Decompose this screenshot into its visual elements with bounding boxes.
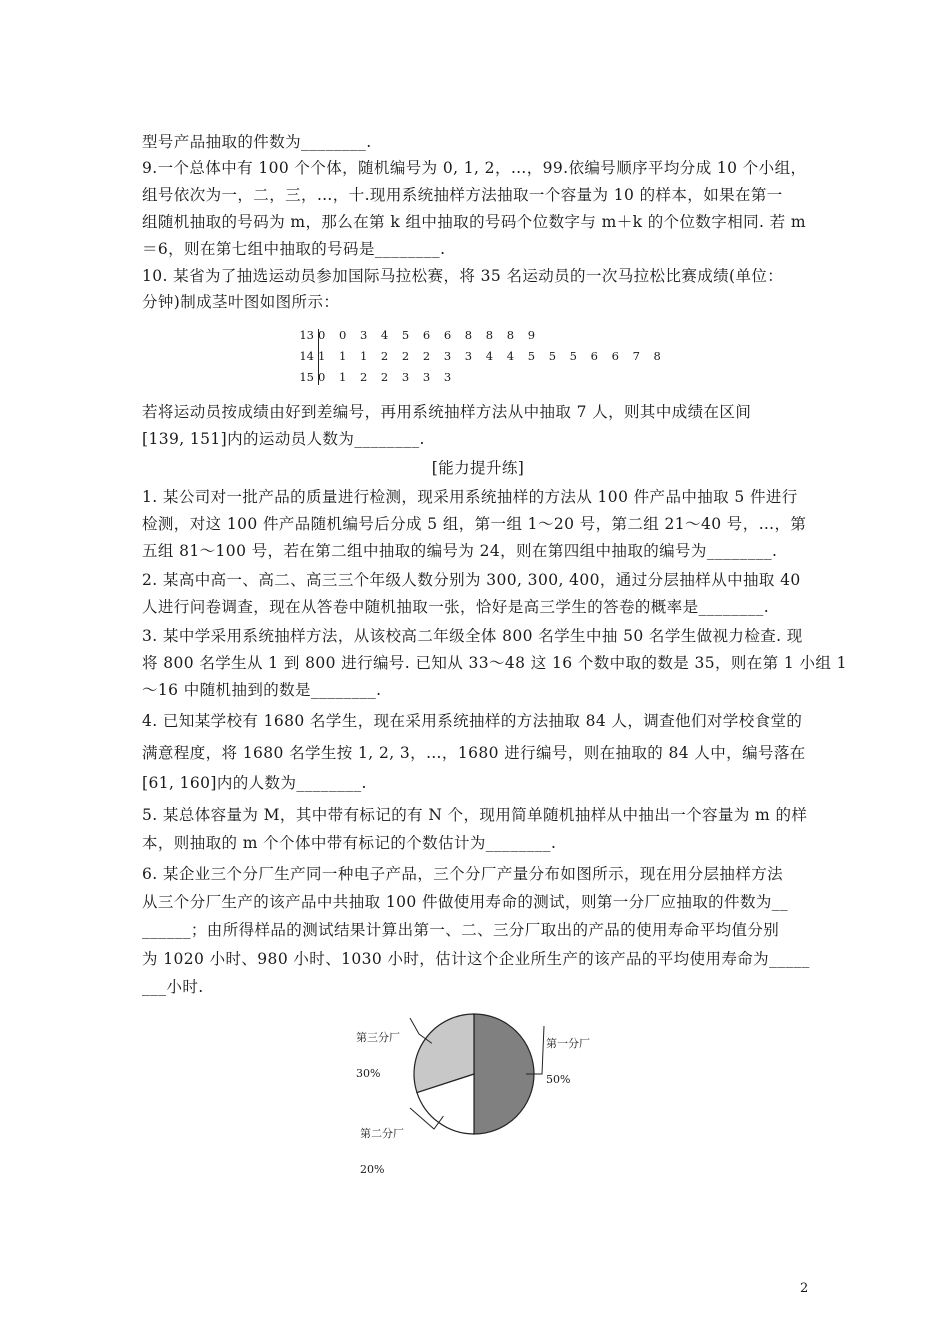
slice-name: 第三分厂 — [356, 1031, 400, 1044]
stem-value: 14 — [299, 349, 314, 363]
problem-6-line-3: ______；由所得样品的测试结果计算出第一、二、三分厂取出的产品的使用寿命平均值分别 — [142, 921, 780, 939]
leaf-values: 0 1 2 2 3 3 3 — [318, 370, 452, 384]
slice-label-first-factory — [546, 1014, 590, 1110]
stem-row — [294, 346, 661, 366]
slice-percent: 50% — [546, 1073, 571, 1086]
question-9-line-3: 组随机抽取的号码为 m，那么在第 k 组中抽取的号码个位数字与 m＋k 的个位数字相同. 若 m — [142, 213, 806, 231]
question-9-line-1: 9.一个总体中有 100 个个体，随机编号为 0, 1, 2，…，99.依编号顺序平均分成 10 个小组， — [142, 159, 807, 177]
problem-3-line-3: ～16 中随机抽到的数是________. — [142, 681, 382, 699]
pie-slice — [474, 1014, 534, 1134]
slice-percent: 20% — [360, 1163, 385, 1176]
problem-6-line-5: ___小时. — [142, 978, 204, 996]
slice-name: 第一分厂 — [546, 1037, 590, 1050]
question-9-line-4: ＝6，则在第七组中抽取的号码是________. — [142, 240, 446, 258]
problem-6-line-2: 从三个分厂生产的该产品中共抽取 100 件做使用寿命的测试，则第一分厂应抽取的件数为__ — [142, 893, 789, 911]
problem-4-line-3: [61, 160]内的人数为________. — [142, 774, 367, 792]
slice-label-third-factory — [356, 1008, 400, 1104]
pie-chart — [340, 996, 620, 1176]
slice-label-second-factory — [360, 1104, 404, 1200]
problem-2-line-2: 人进行问卷调查，现在从答卷中随机抽取一张，恰好是高三学生的答卷的概率是________. — [142, 598, 770, 616]
problem-3-line-2: 将 800 名学生从 1 到 800 进行编号. 已知从 33～48 这 16 个数中取的数是 35，则在第 1 小组 1 — [142, 654, 847, 672]
problem-5-line-1: 5. 某总体容量为 M，其中带有标记的有 N 个，现用简单随机抽样从中抽出一个容量为 m 的样 — [142, 806, 808, 824]
leaf-values: 0 0 3 4 5 6 6 8 8 8 9 — [318, 328, 536, 342]
problem-4-line-1: 4. 已知某学校有 1680 名学生，现在采用系统抽样的方法抽取 84 人，调查他们对学校食堂的 — [142, 712, 803, 730]
problem-2-line-1: 2. 某高中高一、高二、高三三个年级人数分别为 300, 300, 400，通过分层抽样从中抽取 40 — [142, 571, 801, 589]
section-heading: [能力提升练] — [431, 459, 525, 477]
slice-percent: 30% — [356, 1067, 381, 1080]
leaf-values: 1 1 1 2 2 2 3 3 4 4 5 5 5 6 6 7 8 — [318, 349, 661, 363]
stem-value: 13 — [299, 328, 314, 342]
stem-leaf-plot — [294, 323, 694, 393]
page-number: 2 — [800, 1281, 809, 1296]
slice-name: 第二分厂 — [360, 1127, 404, 1140]
question-10-line-4: [139, 151]内的运动员人数为________. — [142, 430, 425, 448]
stem-row — [294, 325, 535, 345]
stem-row — [294, 367, 451, 387]
problem-6-line-4: 为 1020 小时、980 小时、1030 小时，估计这个企业所生产的该产品的平均使用寿命为_____ — [142, 950, 810, 968]
text-line: 型号产品抽取的件数为________. — [142, 133, 372, 151]
problem-1-line-3: 五组 81～100 号，若在第二组中抽取的编号为 24，则在第四组中抽取的编号为________. — [142, 542, 778, 560]
question-9-line-2: 组号依次为一，二，三，…，十.现用系统抽样方法抽取一个容量为 10 的样本，如果在第一 — [142, 186, 783, 204]
question-10-line-2: 分钟)制成茎叶图如图所示： — [142, 293, 340, 311]
problem-1-line-1: 1. 某公司对一批产品的质量进行检测，现采用系统抽样的方法从 100 件产品中抽取 5 件进行 — [142, 488, 798, 506]
problem-6-line-1: 6. 某企业三个分厂生产同一种电子产品，三个分厂产量分布如图所示，现在用分层抽样方法 — [142, 865, 784, 883]
problem-3-line-1: 3. 某中学采用系统抽样方法，从该校高二年级全体 800 名学生中抽 50 名学生做视力检查. 现 — [142, 627, 803, 645]
question-10-line-1: 10. 某省为了抽选运动员参加国际马拉松赛，将 35 名运动员的一次马拉松比赛成绩(单位： — [142, 267, 784, 285]
problem-5-line-2: 本，则抽取的 m 个个体中带有标记的个数估计为________. — [142, 834, 557, 852]
problem-1-line-2: 检测，对这 100 件产品随机编号后分成 5 组，第一组 1～20 号，第二组 21～40 号，…，第 — [142, 515, 807, 533]
stem-value: 15 — [299, 370, 314, 384]
problem-4-line-2: 满意程度，将 1680 名学生按 1, 2, 3，…，1680 进行编号，则在抽取的 84 人中，编号落在 — [142, 744, 806, 762]
question-10-line-3: 若将运动员按成绩由好到差编号，再用系统抽样方法从中抽取 7 人，则其中成绩在区间 — [142, 403, 752, 421]
